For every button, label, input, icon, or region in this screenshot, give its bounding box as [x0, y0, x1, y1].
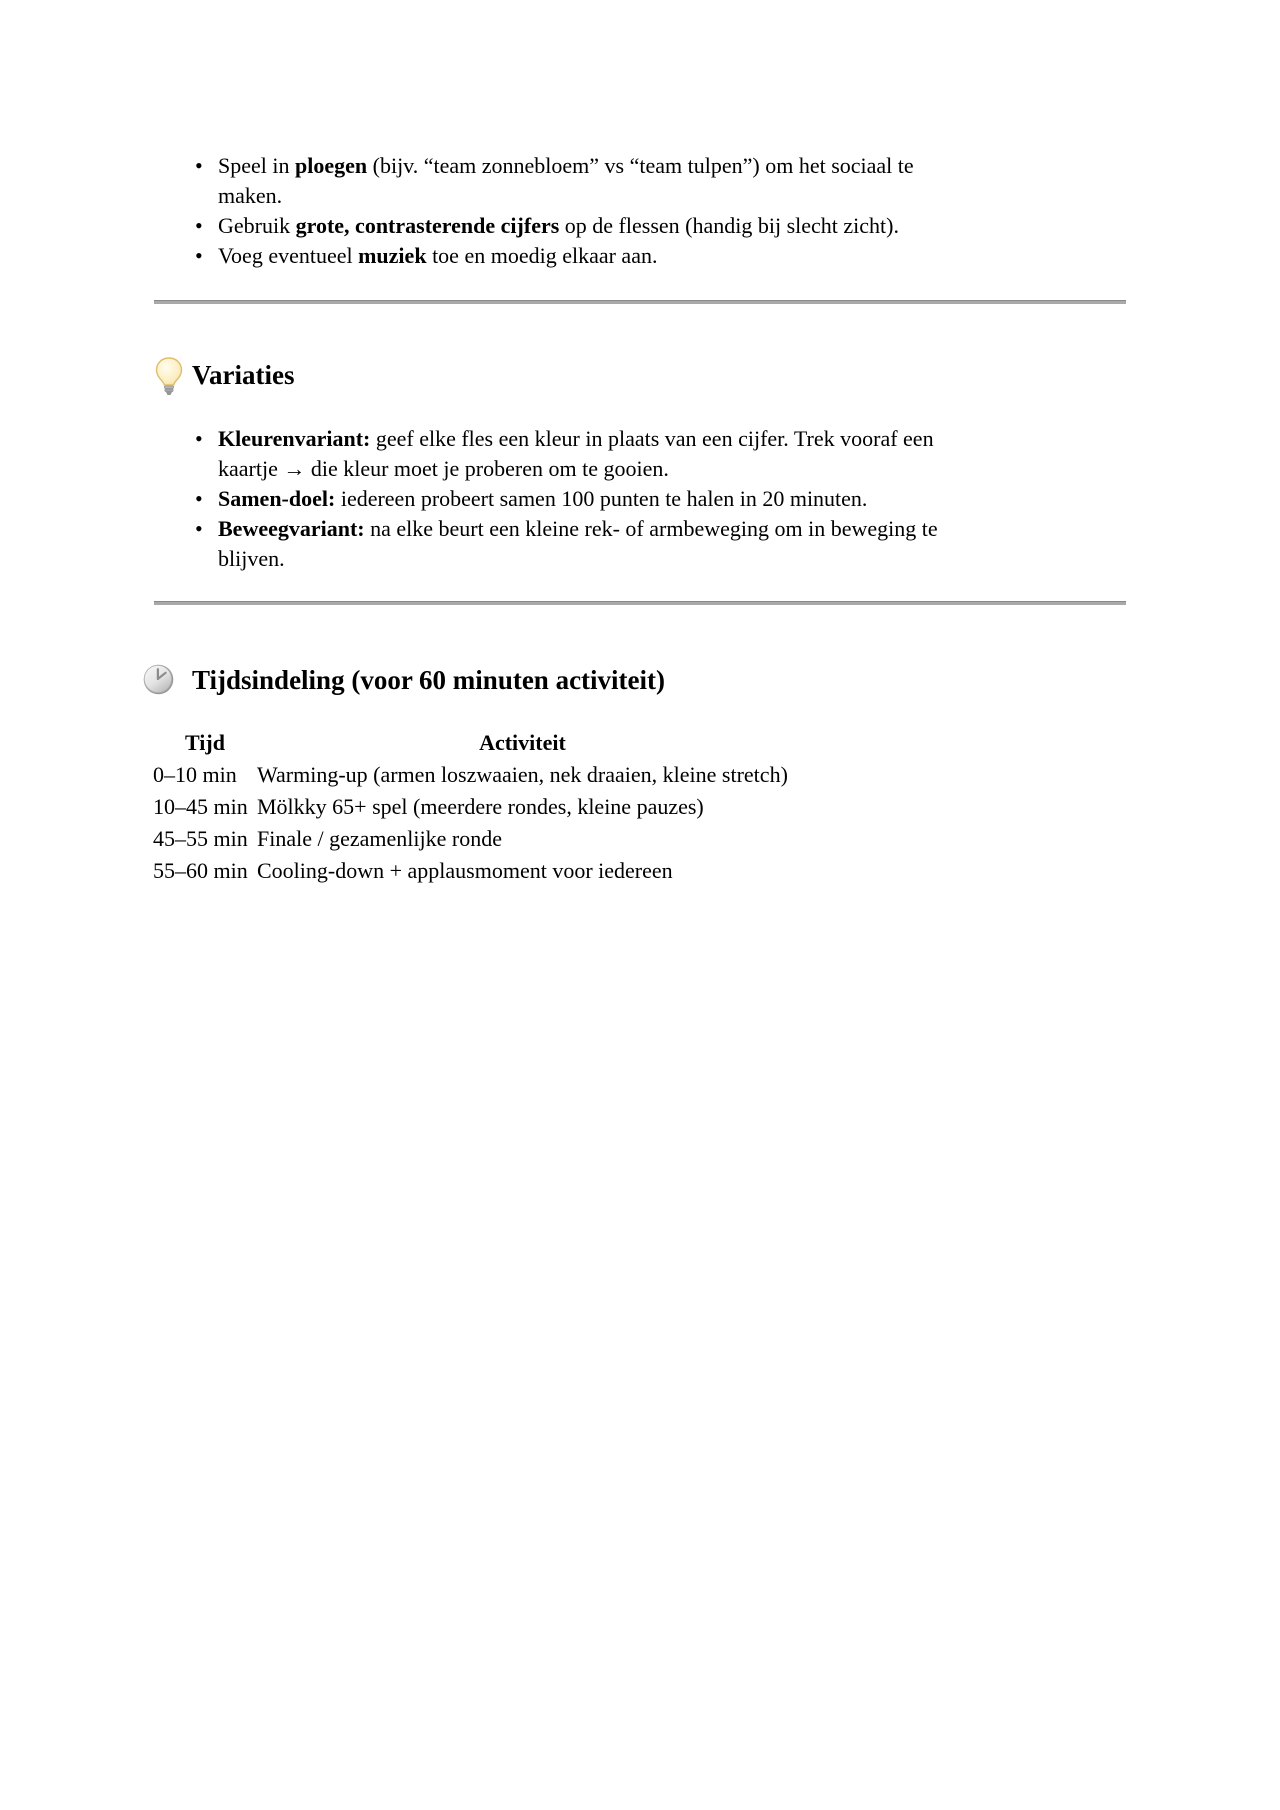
- bullet-text: iedereen probeert samen 100 punten te halen in 20 minuten.: [335, 486, 868, 511]
- bullet-text: (bijv. “team zonnebloem” vs “team tulpen”) om het sociaal te: [367, 153, 914, 178]
- schedule-table: [153, 727, 788, 887]
- activity-cell: Mölkky 65+ spel (meerdere rondes, kleine pauzes): [257, 794, 704, 819]
- bold-text: Samen-doel:: [218, 486, 336, 511]
- list-item: [154, 211, 1104, 241]
- list-item: [154, 151, 1104, 211]
- bullet-text: na elke beurt een kleine rek- of armbeweging om in beweging te: [364, 516, 938, 541]
- bullet-text: op de flessen (handig bij slecht zicht).: [559, 213, 899, 238]
- time-cell: 10–45 min: [153, 794, 248, 819]
- bullet-text: Gebruik: [218, 213, 296, 238]
- activity-cell: Cooling-down + applausmoment voor iedereen: [257, 858, 673, 883]
- bullet-text: Speel in: [218, 153, 295, 178]
- bullet-text: Voeg eventueel: [218, 243, 359, 268]
- table-row: [153, 855, 788, 887]
- tijdsindeling-heading: [154, 662, 665, 698]
- bullet-text: toe en moedig elkaar aan.: [426, 243, 658, 268]
- column-header-tijd: Tijd: [185, 730, 225, 755]
- bullet-text: geef elke fles een kleur in plaats van een cijfer. Trek vooraf een: [370, 426, 934, 451]
- table-header-row: [153, 727, 788, 759]
- tips-list: [154, 151, 1104, 271]
- section-title: Variaties: [192, 360, 295, 390]
- list-item: [154, 424, 1104, 484]
- activity-cell: Warming-up (armen loszwaaien, nek draaien, kleine stretch): [257, 762, 788, 787]
- column-header-activiteit: Activiteit: [479, 730, 566, 755]
- lightbulb-icon: [154, 357, 184, 397]
- list-item: [154, 484, 1104, 514]
- section-title: Tijdsindeling (voor 60 minuten activiteit): [192, 665, 666, 695]
- table-row: [153, 791, 788, 823]
- table-row: [153, 823, 788, 855]
- activity-cell: Finale / gezamenlijke ronde: [257, 826, 502, 851]
- list-item: [154, 241, 1104, 271]
- bullet-text: maken.: [218, 183, 283, 208]
- bold-text: ploegen: [295, 153, 368, 178]
- time-cell: 55–60 min: [153, 858, 248, 883]
- clock-icon: [142, 663, 175, 696]
- bold-text: grote, contrasterende cijfers: [295, 213, 560, 238]
- bold-text: Kleurenvariant:: [218, 426, 371, 451]
- time-cell: 45–55 min: [153, 826, 248, 851]
- variaties-heading: [154, 357, 295, 393]
- bold-text: muziek: [358, 243, 427, 268]
- bold-text: Beweegvariant:: [218, 516, 365, 541]
- section-divider: [154, 601, 1126, 605]
- list-item: [154, 514, 1104, 574]
- bullet-text: blijven.: [218, 546, 285, 571]
- section-divider: [154, 300, 1126, 304]
- bullet-text: kaartje → die kleur moet je proberen om te gooien.: [218, 456, 669, 481]
- table-row: [153, 759, 788, 791]
- time-cell: 0–10 min: [153, 762, 237, 787]
- variaties-list: [154, 424, 1104, 574]
